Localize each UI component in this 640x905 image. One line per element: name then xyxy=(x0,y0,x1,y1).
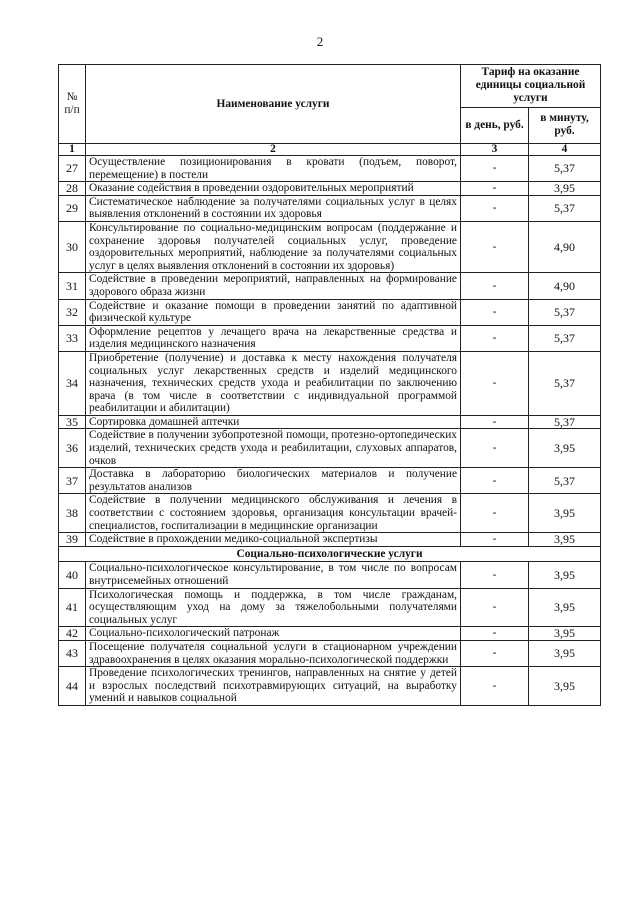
row-number: 33 xyxy=(59,325,86,351)
tariff-per-minute: 5,37 xyxy=(529,195,601,221)
service-name: Консультирование по социально-медицинским вопросам (поддержание и сохранение здоровья получателей социальных услуг, проведение оздоровительных мероприятий, наблюдение за получателями социальных услуг в целях выявления отклонений в состоянии их здоровья) xyxy=(86,221,461,272)
service-name: Проведение психологических тренингов, направленных на снятие у детей и взрослых последствий психотравмирующих ситуаций, на выработку умений и навыков социальной xyxy=(86,667,461,706)
page-number: 2 xyxy=(316,34,324,49)
service-name: Оформление рецептов у лечащего врача на лекарственные средства и изделия медицинского назначения xyxy=(86,325,461,351)
tariff-per-minute: 3,95 xyxy=(529,494,601,533)
tariff-per-day: - xyxy=(461,156,529,182)
tariff-per-day: - xyxy=(461,429,529,468)
tariff-per-day: - xyxy=(461,415,529,429)
column-number: 4 xyxy=(529,144,601,156)
tariff-per-minute: 5,37 xyxy=(529,156,601,182)
tariff-per-day: - xyxy=(461,221,529,272)
tariff-per-day: - xyxy=(461,351,529,415)
service-name: Оказание содействия в проведении оздоровительных мероприятий xyxy=(86,182,461,196)
row-number: 37 xyxy=(59,468,86,494)
tariff-per-day: - xyxy=(461,325,529,351)
row-number: 43 xyxy=(59,640,86,666)
tariff-per-day: - xyxy=(461,195,529,221)
service-name: Систематическое наблюдение за получателями социальных услуг в целях выявления отклонений в состоянии их здоровья xyxy=(86,195,461,221)
row-number: 30 xyxy=(59,221,86,272)
table-row xyxy=(59,429,601,468)
tariff-per-day: - xyxy=(461,562,529,588)
row-number: 34 xyxy=(59,351,86,415)
table-body-medical xyxy=(59,156,601,547)
row-number: 39 xyxy=(59,533,86,547)
table-row xyxy=(59,494,601,533)
column-numbers-row xyxy=(59,144,601,156)
table-row xyxy=(59,415,601,429)
column-number: 2 xyxy=(86,144,461,156)
tariff-per-minute: 4,90 xyxy=(529,221,601,272)
row-number: 41 xyxy=(59,588,86,627)
service-name: Осуществление позиционирования в кровати (подъем, поворот, перемещение) в постели xyxy=(86,156,461,182)
table-row xyxy=(59,533,601,547)
table-row xyxy=(59,640,601,666)
section-psychological xyxy=(59,546,601,562)
service-name: Содействие и оказание помощи в проведении занятий по адаптивной физической культуре xyxy=(86,299,461,325)
row-number: 40 xyxy=(59,562,86,588)
column-number: 1 xyxy=(59,144,86,156)
service-name: Социально-психологическое консультирование, в том числе по вопросам внутрисемейных отношений xyxy=(86,562,461,588)
row-number: 42 xyxy=(59,627,86,641)
tariff-per-day: - xyxy=(461,667,529,706)
tariff-per-minute: 3,95 xyxy=(529,429,601,468)
header-tariff: Тариф на оказание единицы социальной услуги xyxy=(461,65,601,108)
section-row xyxy=(59,546,601,562)
service-name: Социально-психологический патронаж xyxy=(86,627,461,641)
table-row xyxy=(59,299,601,325)
service-name: Содействие в получении зубопротезной помощи, протезно-ортопедических изделий, технических средств ухода и реабилитации, слуховых аппаратов, очков xyxy=(86,429,461,468)
table-row xyxy=(59,562,601,588)
row-number: 44 xyxy=(59,667,86,706)
tariff-per-minute: 3,95 xyxy=(529,627,601,641)
tariff-per-day: - xyxy=(461,494,529,533)
tariff-per-minute: 5,37 xyxy=(529,468,601,494)
tariff-per-minute: 4,90 xyxy=(529,273,601,299)
tariff-per-day: - xyxy=(461,588,529,627)
row-number: 36 xyxy=(59,429,86,468)
table-row xyxy=(59,325,601,351)
tariff-per-minute: 5,37 xyxy=(529,415,601,429)
tariff-per-minute: 3,95 xyxy=(529,588,601,627)
table-row xyxy=(59,156,601,182)
table-row xyxy=(59,468,601,494)
table-row xyxy=(59,627,601,641)
row-number: 27 xyxy=(59,156,86,182)
header-name: Наименование услуги xyxy=(86,65,461,144)
table-row xyxy=(59,221,601,272)
tariff-per-minute: 3,95 xyxy=(529,182,601,196)
tariff-per-minute: 3,95 xyxy=(529,562,601,588)
tariff-per-minute: 3,95 xyxy=(529,667,601,706)
service-name: Посещение получателя социальной услуги в стационарном учреждении здравоохранения в целях оказания морально-психологической поддержки xyxy=(86,640,461,666)
header-per-minute: в минуту, руб. xyxy=(529,107,601,143)
service-name: Содействие в получении медицинского обслуживания и лечения в соответствии с состоянием здоровья, организация консультации врачей-специалистов, госпитализации в медицинские организации xyxy=(86,494,461,533)
tariff-per-day: - xyxy=(461,533,529,547)
table-row xyxy=(59,351,601,415)
tariff-per-day: - xyxy=(461,273,529,299)
column-number: 3 xyxy=(461,144,529,156)
tariff-per-minute: 3,95 xyxy=(529,640,601,666)
tariff-per-minute: 5,37 xyxy=(529,325,601,351)
service-name: Приобретение (получение) и доставка к месту нахождения получателя социальных услуг лекарственных средств и изделий медицинского назначения, технических средств ухода и реабилитации по заключению врача (в том числе в соответствии с индивидуальной программой реабилитации и абилитации) xyxy=(86,351,461,415)
tariff-per-minute: 5,37 xyxy=(529,299,601,325)
row-number: 29 xyxy=(59,195,86,221)
service-name: Сортировка домашней аптечки xyxy=(86,415,461,429)
table-row xyxy=(59,667,601,706)
table-row xyxy=(59,182,601,196)
tariff-table xyxy=(58,64,601,706)
table-row xyxy=(59,273,601,299)
row-number: 38 xyxy=(59,494,86,533)
tariff-per-day: - xyxy=(461,182,529,196)
section-title: Социально-психологические услуги xyxy=(59,546,601,562)
row-number: 31 xyxy=(59,273,86,299)
service-name: Содействие в прохождении медико-социальной экспертизы xyxy=(86,533,461,547)
service-name: Содействие в проведении мероприятий, направленных на формирование здорового образа жизни xyxy=(86,273,461,299)
tariff-per-day: - xyxy=(461,299,529,325)
row-number: 35 xyxy=(59,415,86,429)
table-row xyxy=(59,588,601,627)
tariff-per-day: - xyxy=(461,468,529,494)
table-row xyxy=(59,195,601,221)
tariff-per-day: - xyxy=(461,640,529,666)
tariff-per-day: - xyxy=(461,627,529,641)
tariff-per-minute: 5,37 xyxy=(529,351,601,415)
tariff-per-minute: 3,95 xyxy=(529,533,601,547)
row-number: 32 xyxy=(59,299,86,325)
service-name: Доставка в лабораторию биологических материалов и получение результатов анализов xyxy=(86,468,461,494)
row-number: 28 xyxy=(59,182,86,196)
table-body-psychological xyxy=(59,562,601,706)
header-num: № п/п xyxy=(59,65,86,144)
header-per-day: в день, руб. xyxy=(461,107,529,143)
service-name: Психологическая помощь и поддержка, в том числе гражданам, осуществляющим уход на дому за тяжелобольными получателями социальных услуг xyxy=(86,588,461,627)
